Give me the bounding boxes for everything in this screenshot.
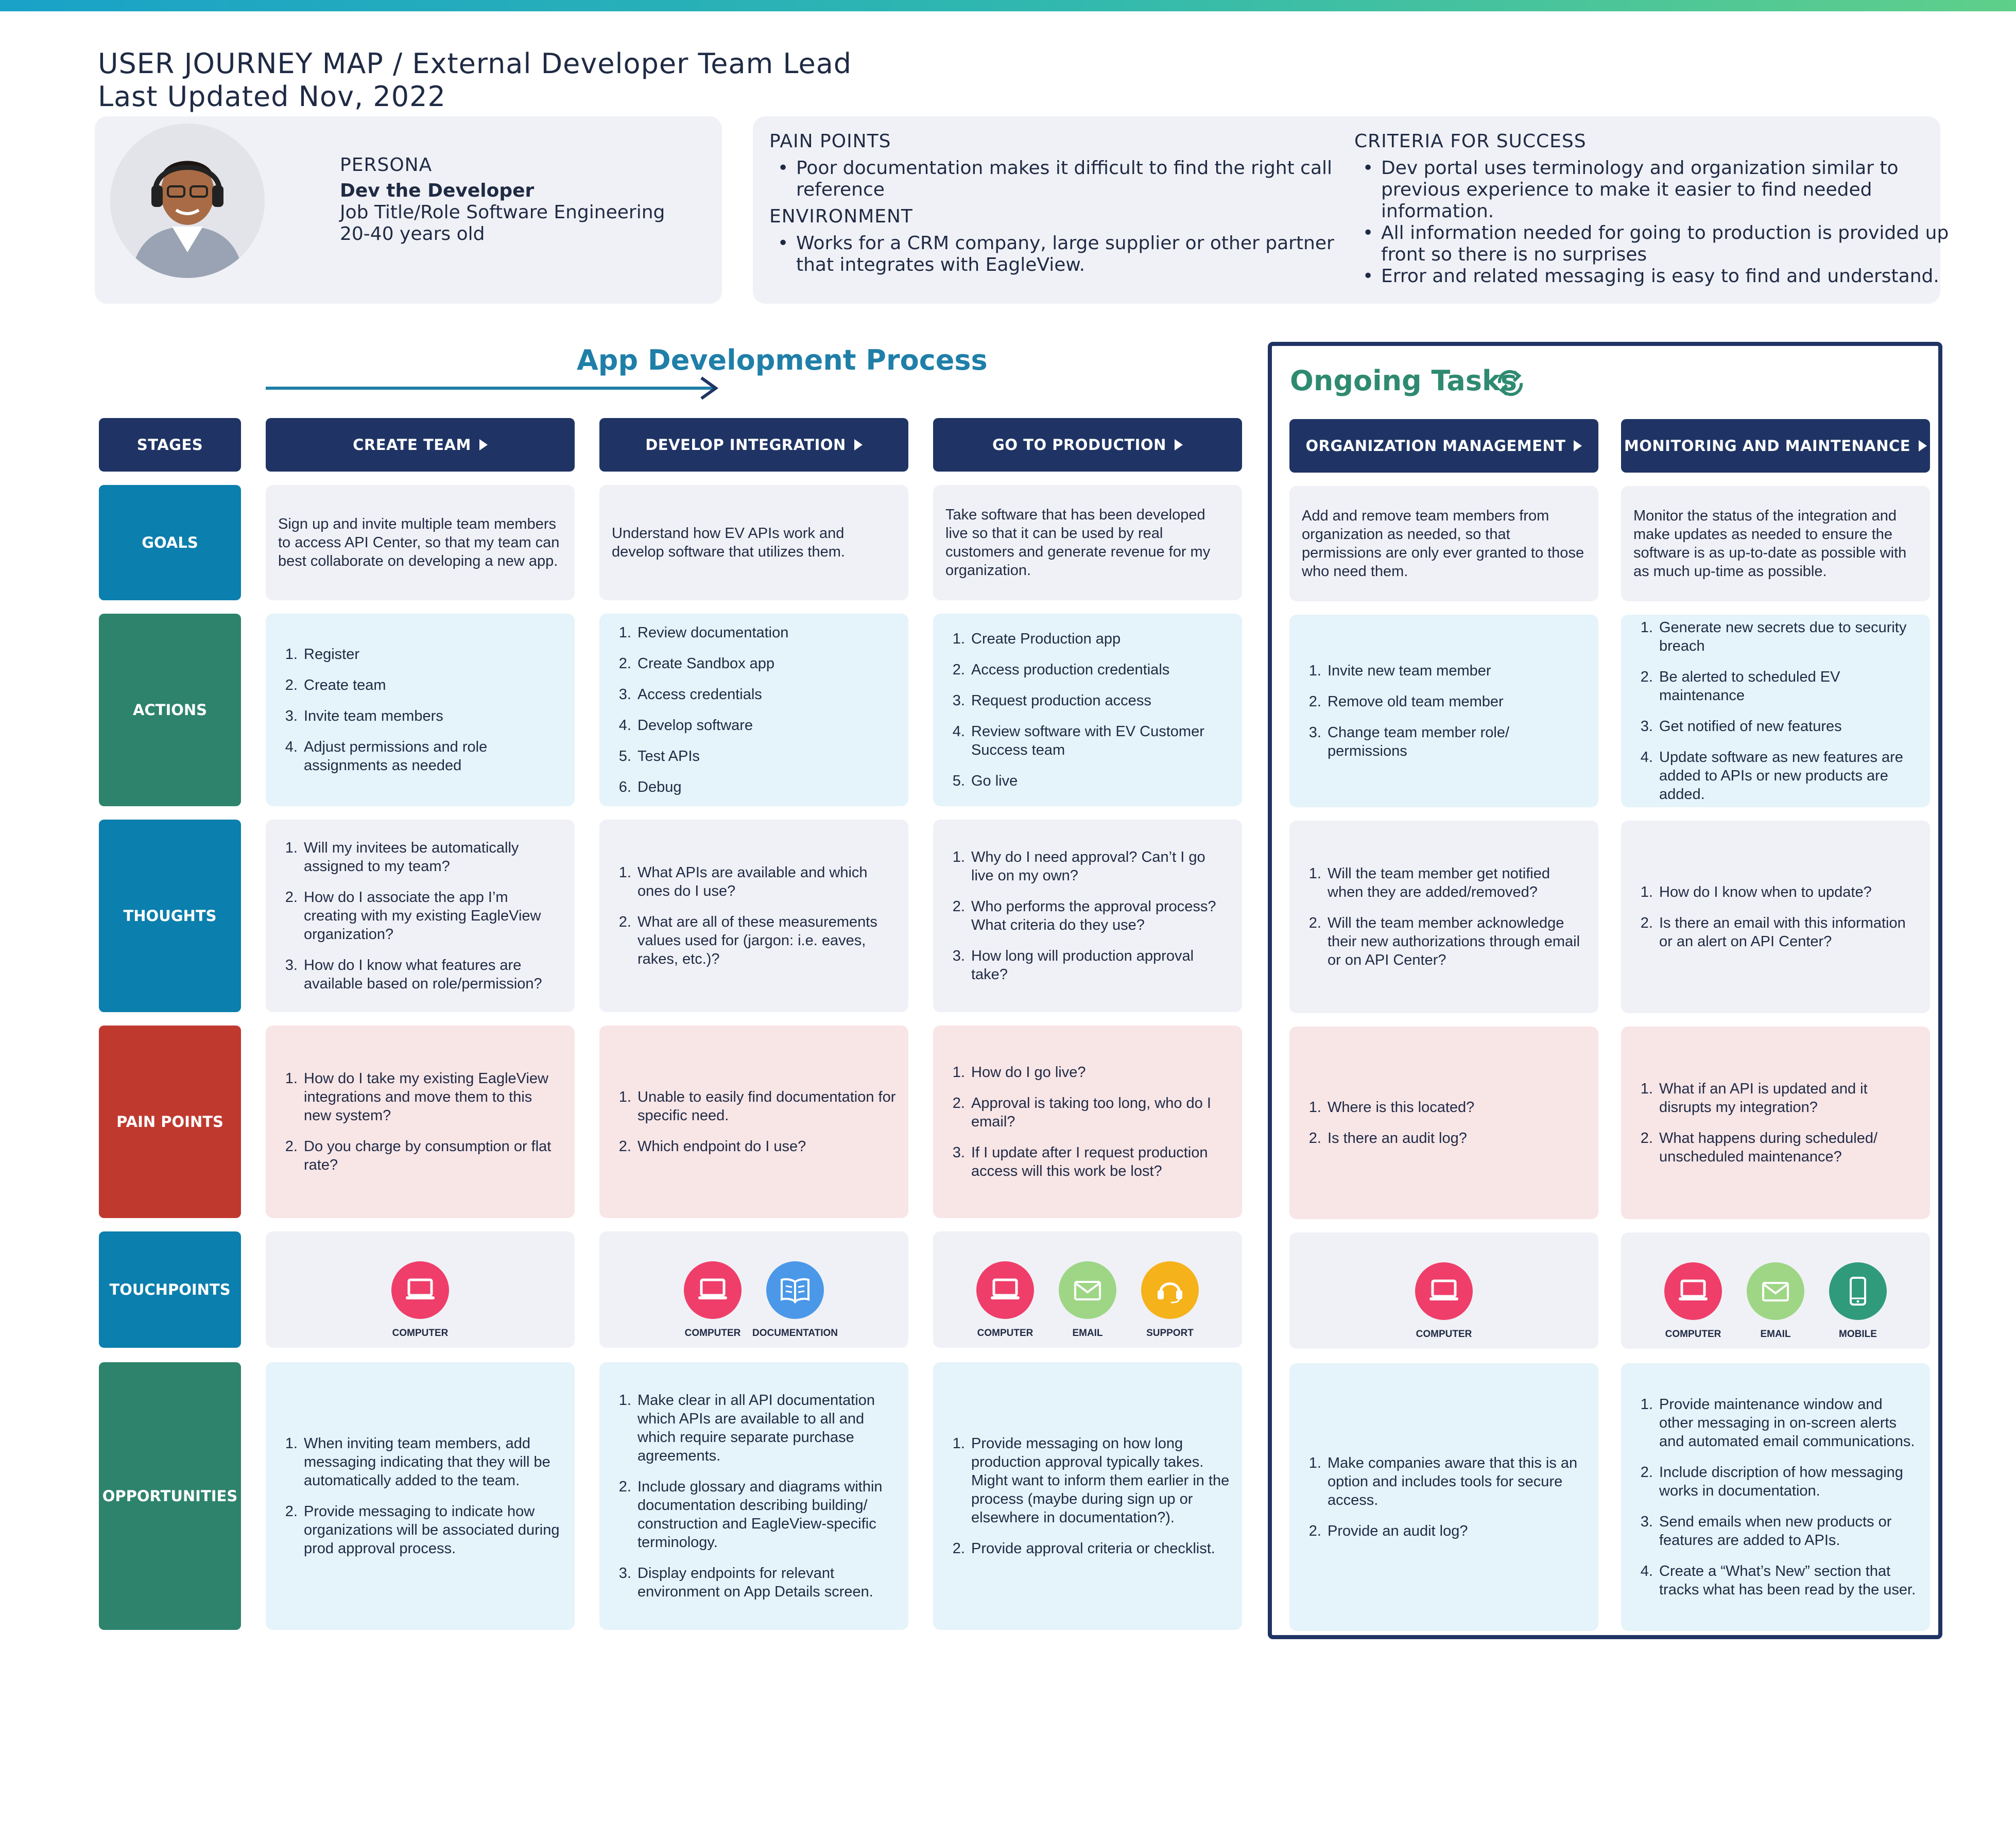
row-label-text: TOUCHPOINTS (109, 1281, 231, 1298)
actions-list (612, 623, 896, 796)
play-icon (854, 439, 863, 450)
list-item: 1. Unable to easily find documentation for specific need. (635, 1088, 896, 1125)
touchpoint-documentation (754, 1261, 836, 1343)
play-icon (1175, 439, 1183, 450)
list-item: 2. Create Sandbox app (635, 654, 896, 673)
row-label-thoughts (99, 820, 241, 1012)
list-item: 4. Adjust permissions and role assignments as needed (302, 738, 562, 775)
goal-text: Sign up and invite multiple team members to access API Center, so that my team can best collaborate on developing a new app. (278, 516, 560, 569)
list-item: 1. How do I know when to update? (1657, 883, 1918, 901)
touchpoint-label: EMAIL (1760, 1329, 1791, 1340)
opportunities-cell (1621, 1363, 1930, 1631)
list-item: 2. Provide an audit log? (1325, 1522, 1586, 1540)
list-item: 1. Review documentation (635, 623, 896, 642)
touchpoint-computer (379, 1261, 461, 1343)
row-label-text: GOALS (142, 534, 198, 551)
thoughts-list (278, 839, 562, 993)
list-item: 2. How do I associate the app I’m creating with my existing EagleView organization? (302, 888, 562, 944)
list-item: 2. Create team (302, 676, 562, 694)
actions-cell (1289, 615, 1598, 807)
touchpoint-label: SUPPORT (1146, 1328, 1194, 1339)
computer-icon (684, 1261, 742, 1319)
touchpoint-email (1046, 1261, 1129, 1343)
list-item: 3. Send emails when new products or features are added to APIs. (1657, 1513, 1918, 1550)
list-item: 2. Do you charge by consumption or flat rate? (302, 1137, 562, 1174)
stage-header-create-team[interactable] (266, 418, 575, 472)
list-item: 5. Test APIs (635, 747, 896, 766)
opportunities-list (612, 1391, 896, 1601)
headset-icon (1141, 1261, 1199, 1319)
row-label-opportunities (99, 1362, 241, 1630)
goals-cell (933, 485, 1242, 600)
pain-points-cell (266, 1026, 575, 1218)
criteria-label: CRITERIA FOR SUCCESS (1354, 131, 1587, 152)
pain-points-list (945, 1063, 1230, 1180)
persona-age: 20-40 years old (340, 223, 485, 245)
stage-header-label: ORGANIZATION MANAGEMENT (1305, 437, 1566, 455)
stage-header-organization-management[interactable] (1289, 419, 1598, 473)
thoughts-cell (266, 820, 575, 1012)
criteria-item: • All information needed for going to production is provided up front so there is no surprises (1354, 222, 1953, 266)
list-item: 1. Generate new secrets due to security breach (1657, 618, 1918, 655)
pain-points-list (1302, 1098, 1586, 1148)
opportunities-list (278, 1434, 562, 1558)
row-label-text: OPPORTUNITIES (102, 1487, 238, 1505)
thoughts-list (1302, 864, 1586, 969)
list-item: 2. What are all of these measurements values used for (jargon: i.e. eaves, rakes, etc.)? (635, 913, 896, 968)
thoughts-list (612, 863, 896, 968)
thoughts-list (945, 848, 1230, 984)
thoughts-cell (1621, 821, 1930, 1013)
criteria-item: • Error and related messaging is easy to find and understand. (1354, 266, 1953, 287)
touchpoints-cell (933, 1231, 1242, 1348)
touchpoint-support (1129, 1261, 1211, 1343)
touchpoint-label: EMAIL (1072, 1328, 1103, 1339)
list-item: 6. Debug (635, 778, 896, 796)
opportunities-list (1633, 1395, 1918, 1599)
stage-header-label: DEVELOP INTEGRATION (645, 436, 846, 454)
list-item: 1. Provide messaging on how long production approval typically takes. Might want to inform them earlier in the process (maybe during sign up or elsewhere in documentation?). (969, 1434, 1230, 1527)
stage-header-label: GO TO PRODUCTION (992, 436, 1166, 454)
touchpoints-cell (599, 1231, 908, 1348)
goals-cell (1621, 486, 1930, 601)
list-item: 2. Is there an email with this information or an alert on API Center? (1657, 914, 1918, 951)
touchpoints-cell (1621, 1232, 1930, 1349)
row-label-touchpoints (99, 1231, 241, 1348)
goal-text: Monitor the status of the integration and make updates as needed to ensure the software is as up-to-date as possible with as much up-time as possible. (1633, 508, 1907, 580)
touchpoint-computer (671, 1261, 754, 1343)
play-icon (479, 439, 488, 450)
list-item: 3. Display endpoints for relevant environment on App Details screen. (635, 1564, 896, 1601)
stages-label (99, 418, 241, 472)
list-item: 2. Who performs the approval process? What criteria do they use? (969, 897, 1230, 934)
ongoing-title: Ongoing Tasks (1290, 364, 1518, 397)
pain-points-cell (599, 1026, 908, 1218)
touchpoint-computer (1403, 1262, 1485, 1344)
opportunities-cell (1289, 1363, 1598, 1631)
stage-header-label: MONITORING AND MAINTENANCE (1624, 437, 1911, 455)
row-label-text: THOUGHTS (123, 907, 217, 925)
pain-points-list (278, 1069, 562, 1174)
list-item: 1. How do I take my existing EagleView integrations and move them to this new system? (302, 1069, 562, 1125)
list-item: 1. What APIs are available and which ones do I use? (635, 863, 896, 900)
goals-cell (599, 485, 908, 600)
thoughts-cell (933, 820, 1242, 1012)
environment-label: ENVIRONMENT (769, 206, 913, 227)
touchpoint-label: MOBILE (1839, 1329, 1877, 1340)
opportunities-list (945, 1434, 1230, 1558)
opportunities-cell (266, 1362, 575, 1630)
stage-header-label: CREATE TEAM (353, 436, 471, 454)
list-item: 2. Which endpoint do I use? (635, 1137, 896, 1156)
list-item: 1. Invite new team member (1325, 662, 1586, 680)
list-item: 3. Change team member role/ permissions (1325, 723, 1586, 760)
touchpoint-label: COMPUTER (392, 1328, 449, 1339)
list-item: 2. Include discription of how messaging works in documentation. (1657, 1463, 1918, 1500)
pain-points-list (1633, 1080, 1918, 1166)
list-item: 3. Access credentials (635, 685, 896, 704)
envelope-icon (1059, 1261, 1116, 1319)
actions-cell (599, 614, 908, 806)
criteria-item: • Dev portal uses terminology and organization similar to previous experience to make it easier to find needed information. (1354, 158, 1953, 222)
opportunities-cell (599, 1362, 908, 1630)
list-item: 1. Make clear in all API documentation which APIs are available to all and which require separate purchase agreements. (635, 1391, 896, 1465)
touchpoint-computer (1652, 1262, 1734, 1344)
list-item: 2. Access production credentials (969, 661, 1230, 679)
stage-header-monitoring-and-maintenance[interactable] (1621, 419, 1930, 473)
persona-name: Dev the Developer (340, 180, 535, 201)
stage-header-go-to-production[interactable] (933, 418, 1242, 472)
goal-text: Add and remove team members from organization as needed, so that permissions are only ever granted to those who need them. (1302, 508, 1584, 580)
play-icon (1574, 440, 1582, 451)
list-item: 2. Be alerted to scheduled EV maintenance (1657, 668, 1918, 705)
pain-points-cell (1289, 1027, 1598, 1219)
list-item: 4. Update software as new features are added to APIs or new products are added. (1657, 748, 1918, 804)
list-item: 3. Invite team members (302, 707, 562, 725)
thoughts-cell (599, 820, 908, 1012)
mobile-icon (1829, 1262, 1887, 1320)
stage-header-develop-integration[interactable] (599, 418, 908, 472)
list-item: 1. When inviting team members, add messaging indicating that they will be automatically added to the team. (302, 1434, 562, 1490)
touchpoint-label: COMPUTER (977, 1328, 1033, 1339)
row-label-text: PAIN POINTS (116, 1113, 223, 1131)
list-item: 2. What happens during scheduled/ unscheduled maintenance? (1657, 1129, 1918, 1166)
touchpoint-email (1734, 1262, 1817, 1344)
list-item: 2. Approval is taking too long, who do I email? (969, 1094, 1230, 1131)
book-icon (766, 1261, 824, 1319)
computer-icon (1415, 1262, 1473, 1320)
computer-icon (1664, 1262, 1722, 1320)
persona-role: Job Title/Role Software Engineering (340, 202, 665, 223)
touchpoint-mobile (1817, 1262, 1899, 1344)
row-label-actions (99, 614, 241, 806)
list-item: 2. Provide messaging to indicate how organizations will be associated during prod approval process. (302, 1502, 562, 1558)
list-item: 3. Get notified of new features (1657, 717, 1918, 736)
goal-text: Understand how EV APIs work and develop software that utilizes them. (612, 525, 845, 560)
list-item: 3. If I update after I request production access will this work be lost? (969, 1143, 1230, 1180)
pain-points-cell (1621, 1027, 1930, 1219)
list-item: 1. How do I go live? (969, 1063, 1230, 1082)
row-label-pain-points (99, 1026, 241, 1218)
list-item: 2. Is there an audit log? (1325, 1129, 1586, 1148)
list-item: 1. Create Production app (969, 630, 1230, 648)
list-item: 1. Will the team member get notified when they are added/removed? (1325, 864, 1586, 901)
actions-cell (266, 614, 575, 806)
list-item: 4. Review software with EV Customer Success team (969, 722, 1230, 759)
opportunities-list (1302, 1454, 1586, 1540)
list-item: 1. Where is this located? (1325, 1098, 1586, 1117)
list-item: 2. Remove old team member (1325, 692, 1586, 711)
goals-cell (1289, 486, 1598, 601)
row-label-text: ACTIONS (132, 701, 208, 719)
list-item: 1. Register (302, 645, 562, 664)
list-item: 5. Go live (969, 772, 1230, 790)
persona-avatar (110, 124, 265, 278)
list-item: 3. How long will production approval take? (969, 947, 1230, 984)
list-item: 1. Why do I need approval? Can’t I go live on my own? (969, 848, 1230, 885)
list-item: 1. Make companies aware that this is an option and includes tools for secure access. (1325, 1454, 1586, 1509)
computer-icon (391, 1261, 449, 1319)
process-arrow (266, 374, 720, 403)
envelope-icon (1747, 1262, 1804, 1320)
persona-label: PERSONA (340, 154, 433, 176)
goal-text: Take software that has been developed live so that it can be used by real customers and generate revenue for my organization. (945, 507, 1211, 579)
thoughts-list (1633, 883, 1918, 951)
touchpoint-label: COMPUTER (1665, 1329, 1721, 1340)
touchpoint-computer (964, 1261, 1046, 1343)
list-item: 1. Provide maintenance window and other messaging in on-screen alerts and automated email communications. (1657, 1395, 1918, 1451)
row-label-goals (99, 485, 241, 600)
actions-list (278, 645, 562, 775)
list-item: 4. Create a “What’s New” section that tracks what has been read by the user. (1657, 1562, 1918, 1599)
actions-cell (933, 614, 1242, 806)
pain-points-list (612, 1088, 896, 1156)
refresh-icon (1493, 368, 1527, 398)
computer-icon (976, 1261, 1034, 1319)
actions-list (945, 630, 1230, 790)
pain-points-cell (933, 1026, 1242, 1218)
touchpoint-label: DOCUMENTATION (752, 1328, 838, 1339)
stages-label-text: STAGES (136, 436, 203, 454)
goals-cell (266, 485, 575, 600)
list-item: 3. How do I know what features are available based on role/permission? (302, 956, 562, 993)
list-item: 1. Will my invitees be automatically assigned to my team? (302, 839, 562, 876)
page-title: USER JOURNEY MAP / External Developer Team Lead (98, 47, 852, 80)
touchpoint-label: COMPUTER (684, 1328, 741, 1339)
touchpoints-cell (1289, 1232, 1598, 1349)
actions-list (1302, 662, 1586, 760)
touchpoint-label: COMPUTER (1416, 1329, 1472, 1340)
last-updated: Last Updated Nov, 2022 (98, 80, 446, 113)
list-item: 1. What if an API is updated and it disrupts my integration? (1657, 1080, 1918, 1117)
environment-item: • Works for a CRM company, large supplier or other partner that integrates with EagleView. (769, 233, 1342, 276)
process-title: App Development Process (577, 344, 988, 376)
list-item: 2. Will the team member acknowledge their new authorizations through email or on API Center? (1325, 914, 1586, 969)
top-gradient-bar (0, 0, 2016, 11)
list-item: 4. Develop software (635, 716, 896, 735)
pain-points-label: PAIN POINTS (769, 131, 891, 152)
thoughts-cell (1289, 821, 1598, 1013)
actions-list (1633, 618, 1918, 804)
list-item: 3. Request production access (969, 691, 1230, 710)
list-item: 2. Provide approval criteria or checklist. (969, 1539, 1230, 1558)
play-icon (1919, 440, 1927, 451)
actions-cell (1621, 615, 1930, 807)
opportunities-cell (933, 1362, 1242, 1630)
pain-point-summary-item: • Poor documentation makes it difficult to find the right call reference (769, 158, 1342, 201)
touchpoints-cell (266, 1231, 575, 1348)
list-item: 2. Include glossary and diagrams within documentation describing building/ construction and EagleView-specific terminology. (635, 1478, 896, 1552)
